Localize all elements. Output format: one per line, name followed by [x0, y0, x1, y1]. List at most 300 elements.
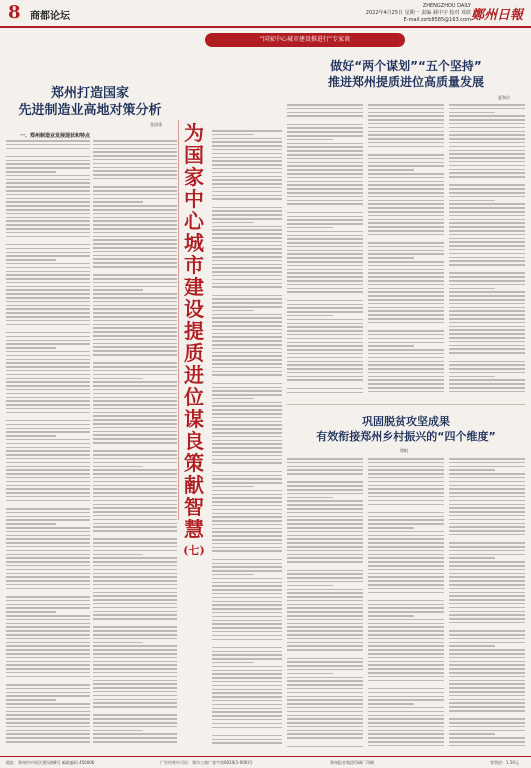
text-line: [212, 685, 282, 687]
text-line: [449, 119, 525, 121]
text-line: [93, 511, 177, 513]
text-line: [287, 376, 363, 378]
text-line: [6, 741, 90, 743]
text-line: [6, 179, 90, 181]
text-line: [93, 718, 177, 720]
text-line: [368, 361, 444, 363]
text-line: [212, 290, 282, 292]
text-line: [368, 372, 444, 374]
text-line: [6, 201, 90, 203]
text-line: [93, 194, 177, 196]
text-line: [93, 415, 177, 417]
text-line: [93, 224, 177, 226]
text-line: [287, 127, 363, 129]
text-line: [93, 680, 177, 682]
text-line: [6, 584, 90, 586]
text-line: [6, 389, 90, 391]
text-line: [287, 349, 363, 351]
text-line: [6, 217, 90, 219]
text-line: [449, 477, 525, 479]
text-line: [6, 167, 90, 169]
text-line: [368, 310, 444, 312]
text-line: [449, 741, 525, 743]
text-line: [287, 162, 363, 164]
text-line: [6, 274, 90, 276]
text-line: [93, 140, 177, 142]
text-line: [449, 196, 525, 198]
text-line: [6, 707, 90, 709]
text-line: [287, 181, 363, 183]
text-line: [6, 297, 90, 299]
text-line: [6, 156, 90, 158]
text-line: [368, 592, 444, 594]
text-line: [449, 192, 525, 194]
text-line: [287, 307, 363, 309]
text-line: [368, 303, 444, 305]
text-line: [449, 626, 525, 628]
text-line: [368, 546, 444, 548]
vertical-title-char: 城: [184, 231, 204, 255]
text-line: [6, 473, 90, 475]
text-line: [6, 600, 90, 602]
text-line: [368, 565, 444, 567]
text-line: [212, 398, 254, 400]
text-line: [449, 341, 525, 343]
text-line: [449, 603, 525, 605]
text-line: [212, 589, 282, 591]
text-line: [6, 209, 90, 211]
text-line: [212, 245, 282, 247]
text-line: [93, 576, 177, 578]
text-line: [287, 184, 363, 186]
text-line: [93, 362, 177, 364]
text-line: [212, 248, 282, 250]
text-line: [449, 496, 525, 498]
text-line: [368, 737, 444, 739]
text-line: [212, 256, 282, 258]
page-header: [0, 0, 531, 28]
text-line: [6, 535, 90, 537]
text-line: [368, 253, 444, 255]
text-line: [287, 246, 363, 248]
text-line: [449, 481, 525, 483]
text-line: [212, 651, 282, 653]
text-line: [6, 312, 90, 314]
text-line: [449, 180, 525, 182]
text-line: [368, 246, 444, 248]
text-line: [368, 538, 444, 540]
text-line: [287, 718, 363, 720]
text-line: [93, 592, 177, 594]
text-line: [93, 699, 177, 701]
text-line: [449, 473, 525, 475]
text-line: [287, 542, 363, 544]
text-line: [368, 330, 444, 332]
text-line: [93, 634, 177, 636]
text-line: [287, 280, 363, 282]
text-line: [6, 443, 90, 445]
text-line: [6, 385, 90, 387]
text-line: [6, 504, 90, 506]
text-line: [93, 408, 177, 410]
text-line: [212, 490, 282, 492]
text-line: [287, 284, 363, 286]
text-line: [93, 213, 177, 215]
text-line: [6, 607, 90, 609]
text-line: [6, 523, 56, 525]
text-line: [93, 538, 177, 540]
text-line: [287, 726, 363, 728]
text-line: [212, 218, 282, 220]
text-line: [93, 630, 177, 632]
text-line: [212, 497, 282, 499]
text-line: [368, 234, 444, 236]
left-article-body-col2: [93, 140, 177, 745]
text-line: [368, 104, 444, 106]
text-line: [449, 226, 525, 228]
text-line: [6, 722, 90, 724]
text-line: [368, 265, 444, 267]
text-line: [93, 148, 177, 150]
text-line: [212, 314, 282, 316]
text-line: [368, 623, 444, 625]
text-line: [6, 362, 90, 364]
text-line: [449, 253, 525, 255]
text-line: [6, 160, 90, 162]
text-line: [6, 508, 90, 510]
text-line: [93, 274, 177, 276]
text-line: [212, 222, 254, 224]
text-line: [6, 267, 90, 269]
text-line: [212, 264, 282, 266]
text-line: [449, 260, 525, 262]
text-line: [368, 507, 444, 509]
vertical-title-char: 良: [184, 429, 204, 453]
text-line: [368, 326, 444, 328]
text-line: [368, 745, 444, 747]
text-line: [93, 163, 177, 165]
text-line: [449, 123, 525, 125]
text-line: [449, 542, 525, 544]
text-line: [6, 531, 90, 533]
text-line: [212, 673, 282, 675]
text-line: [93, 515, 177, 517]
text-line: [212, 689, 282, 691]
text-line: [6, 252, 90, 254]
text-line: [93, 523, 177, 525]
text-line: [287, 165, 363, 167]
series-banner-text: “国家中心城市建设推进行”专家谈: [259, 36, 351, 43]
text-line: [212, 509, 282, 511]
text-line: [93, 258, 177, 260]
text-line: [287, 741, 363, 743]
text-line: [287, 730, 363, 732]
text-line: [212, 639, 282, 641]
text-line: [93, 546, 177, 548]
text-line: [368, 722, 444, 724]
text-line: [6, 623, 90, 625]
text-line: [449, 592, 525, 594]
text-line: [93, 438, 177, 440]
text-line: [6, 359, 90, 361]
text-line: [368, 535, 444, 537]
text-line: [93, 741, 177, 743]
vertical-title-char: 进: [184, 363, 204, 387]
text-line: [212, 642, 282, 644]
text-line: [287, 207, 363, 209]
vertical-title-char: 献: [184, 473, 204, 497]
text-line: [212, 378, 282, 380]
text-line: [287, 611, 363, 613]
text-line: [6, 232, 90, 234]
text-line: [287, 342, 363, 344]
text-line: [6, 163, 90, 165]
text-line: [212, 371, 282, 373]
text-line: [212, 550, 282, 552]
text-line: [212, 539, 282, 541]
text-line: [287, 216, 363, 218]
text-line: [368, 291, 444, 293]
text-line: [6, 435, 56, 437]
text-line: [449, 257, 525, 259]
text-line: [6, 688, 90, 690]
text-line: [93, 239, 177, 241]
text-line: [449, 364, 525, 366]
text-line: [93, 404, 177, 406]
text-line: [449, 511, 525, 513]
text-line: [287, 746, 363, 748]
text-line: [368, 523, 444, 525]
text-line: [212, 295, 282, 297]
text-line: [93, 462, 177, 464]
text-line: [368, 242, 444, 244]
text-line: [287, 257, 363, 259]
text-line: [93, 228, 177, 230]
text-line: [449, 280, 525, 282]
text-line: [287, 638, 363, 640]
text-line: [93, 324, 177, 326]
right-top-body-col2: [368, 104, 444, 394]
text-line: [287, 577, 363, 579]
text-line: [449, 108, 525, 110]
text-line: [368, 112, 444, 114]
text-line: [449, 550, 525, 552]
text-line: [93, 335, 177, 337]
text-line: [212, 340, 282, 342]
text-line: [449, 345, 525, 347]
text-line: [287, 550, 363, 552]
text-line: [93, 496, 177, 498]
text-line: [212, 730, 282, 732]
text-line: [449, 695, 525, 697]
vertical-divider: [178, 120, 179, 520]
text-line: [287, 600, 363, 602]
text-line: [368, 158, 444, 160]
text-line: [212, 283, 282, 285]
text-line: [93, 722, 177, 724]
text-line: [212, 681, 282, 683]
text-line: [93, 607, 177, 609]
text-line: [287, 645, 363, 647]
text-line: [368, 516, 444, 518]
text-line: [6, 194, 90, 196]
text-line: [6, 653, 90, 655]
text-line: [6, 374, 90, 376]
text-line: [449, 291, 525, 293]
text-line: [212, 443, 282, 445]
text-line: [287, 546, 363, 548]
text-line: [93, 530, 177, 532]
text-line: [449, 710, 525, 712]
text-line: [93, 159, 177, 161]
text-line: [368, 485, 444, 487]
text-line: [93, 485, 177, 487]
text-line: [287, 516, 363, 518]
text-line: [6, 400, 90, 402]
text-line: [212, 164, 282, 166]
text-line: [93, 726, 177, 728]
text-line: [368, 138, 444, 140]
text-line: [6, 248, 90, 250]
text-line: [212, 739, 282, 741]
text-line: [212, 179, 282, 181]
text-line: [368, 146, 444, 148]
text-line: [287, 115, 363, 117]
text-line: [287, 119, 363, 121]
text-line: [212, 462, 282, 464]
text-line: [449, 211, 525, 213]
text-line: [212, 597, 282, 599]
text-line: [93, 676, 177, 678]
text-line: [368, 657, 444, 659]
text-line: [449, 733, 495, 735]
text-line: [368, 615, 414, 617]
text-line: [287, 677, 363, 679]
text-line: [93, 454, 177, 456]
text-line: [6, 469, 90, 471]
text-line: [368, 162, 444, 164]
text-line: [287, 338, 363, 340]
text-line: [212, 138, 282, 140]
text-line: [93, 645, 177, 647]
text-line: [93, 170, 177, 172]
text-line: [93, 308, 177, 310]
text-line: [449, 504, 525, 506]
text-line: [212, 286, 282, 288]
text-line: [93, 664, 177, 666]
text-line: [212, 627, 282, 629]
text-line: [449, 653, 525, 655]
text-line: [449, 352, 525, 354]
section-title: 商都论坛: [30, 11, 70, 22]
text-line: [6, 516, 90, 518]
text-line: [449, 268, 525, 270]
text-line: [212, 383, 282, 385]
text-line: [93, 573, 177, 575]
text-line: [6, 263, 90, 265]
text-line: [287, 477, 363, 479]
text-line: [212, 505, 282, 507]
text-line: [368, 496, 444, 498]
text-line: [93, 243, 177, 245]
text-line: [368, 127, 444, 129]
text-line: [6, 393, 90, 395]
text-line: [449, 241, 525, 243]
text-line: [6, 611, 56, 613]
text-line: [212, 409, 282, 411]
text-line: [6, 492, 90, 494]
text-line: [6, 672, 90, 674]
text-line: [368, 580, 444, 582]
text-line: [368, 576, 444, 578]
text-line: [212, 559, 282, 561]
text-line: [6, 699, 56, 701]
text-line: [212, 359, 282, 361]
text-line: [93, 584, 177, 586]
text-line: [212, 183, 282, 185]
text-line: [6, 695, 90, 697]
text-line: [368, 569, 444, 571]
text-line: [287, 319, 363, 321]
text-line: [287, 357, 363, 359]
text-line: [287, 361, 363, 363]
text-line: [287, 131, 363, 133]
text-line: [368, 607, 444, 609]
text-line: [368, 542, 444, 544]
text-line: [212, 478, 282, 480]
text-line: [287, 104, 363, 106]
right-bottom-headline: 巩固脱贫攻坚成果 有效衔接郑州乡村振兴的“四个维度”: [316, 415, 496, 443]
text-line: [6, 271, 90, 273]
text-line: [449, 200, 495, 202]
text-line: [287, 372, 363, 374]
text-line: [449, 595, 525, 597]
text-line: [212, 394, 282, 396]
text-line: [6, 477, 90, 479]
text-line: [93, 519, 177, 521]
text-line: [368, 642, 444, 644]
text-line: [6, 458, 90, 460]
text-line: [287, 497, 333, 499]
text-line: [93, 393, 177, 395]
text-line: [449, 726, 525, 728]
text-line: [368, 115, 444, 117]
text-line: [6, 481, 90, 483]
text-line: [212, 482, 282, 484]
text-line: [368, 600, 444, 602]
text-line: [93, 278, 177, 280]
text-line: [449, 730, 525, 732]
text-line: [368, 334, 444, 336]
text-line: [93, 320, 177, 322]
text-line: [93, 198, 177, 200]
text-line: [6, 381, 90, 383]
text-line: [93, 477, 177, 479]
text-line: [287, 642, 363, 644]
text-line: [93, 730, 143, 732]
text-line: [368, 557, 444, 559]
text-line: [212, 424, 282, 426]
text-line: [6, 711, 90, 713]
text-line: [449, 387, 525, 389]
text-line: [287, 300, 363, 302]
text-line: [6, 316, 90, 318]
text-line: [368, 584, 444, 586]
text-line: [449, 519, 525, 521]
text-line: [449, 523, 525, 525]
text-line: [212, 666, 282, 668]
text-line: [93, 174, 177, 176]
